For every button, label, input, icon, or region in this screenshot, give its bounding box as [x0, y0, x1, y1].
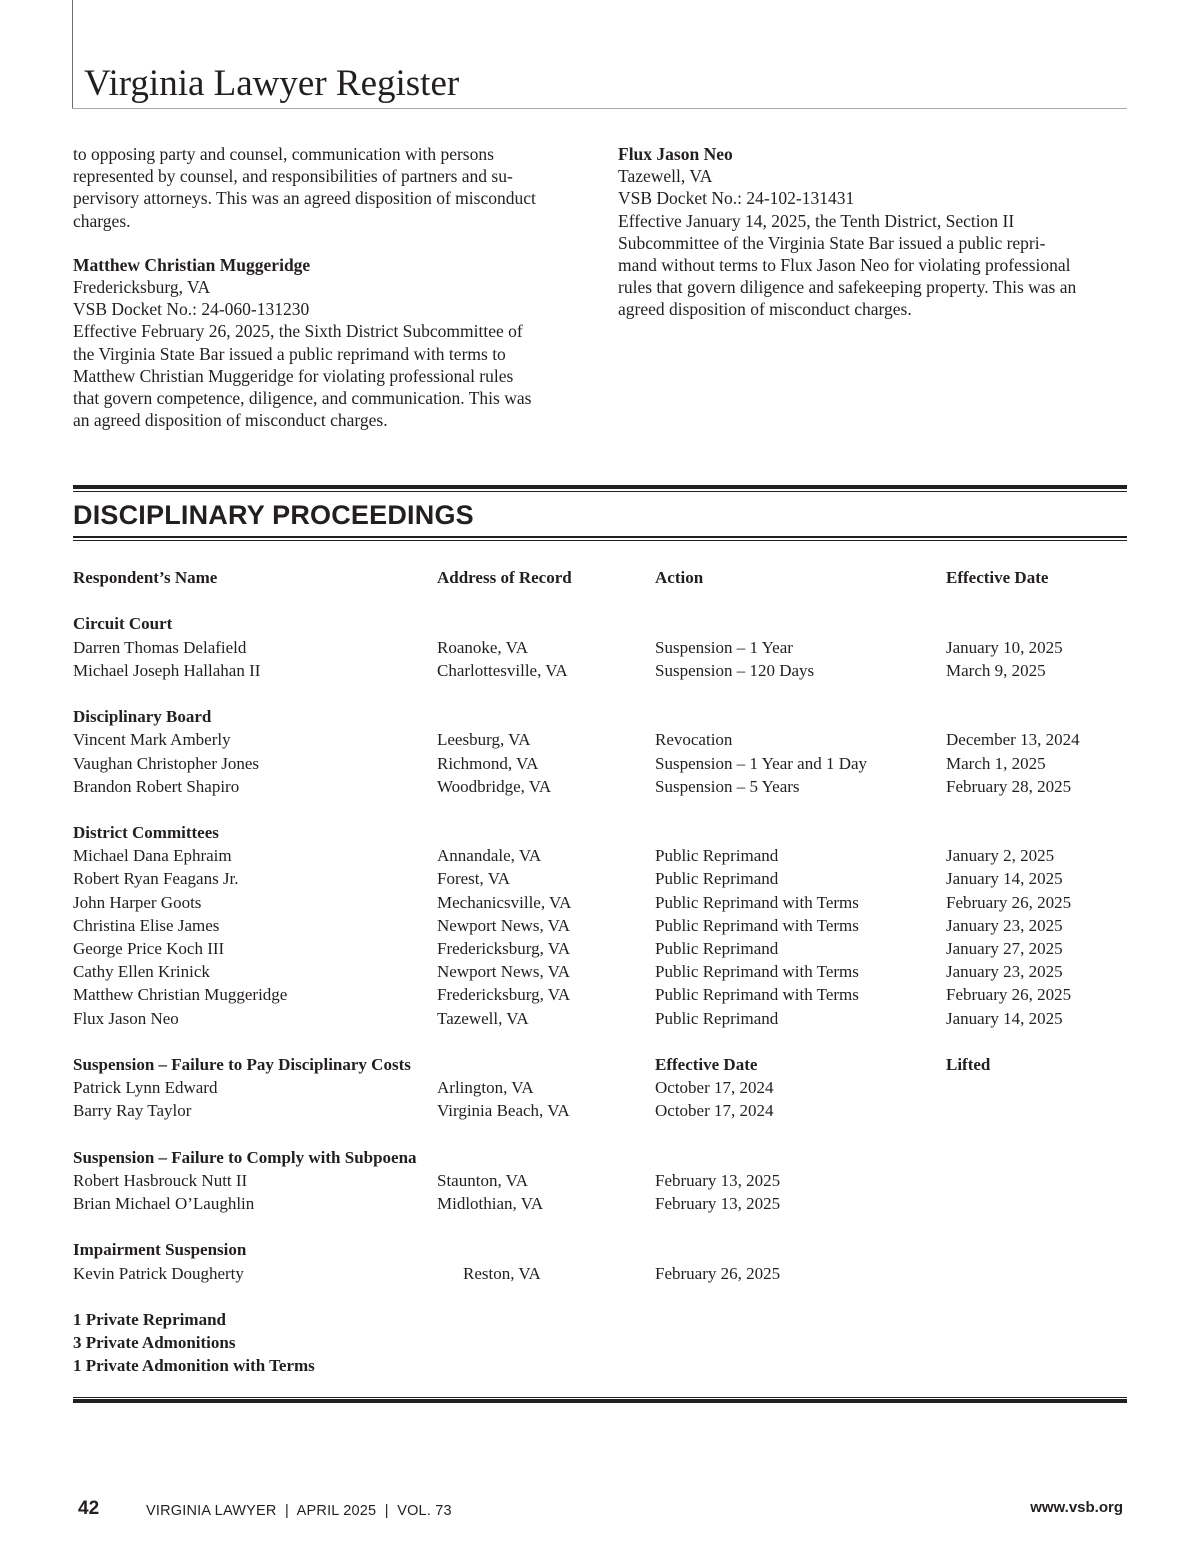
group-heading-text: District Committees [73, 823, 219, 843]
continuation-full-text [0, 0, 1, 1]
effective-date: February 28, 2025 [946, 776, 1072, 796]
publication-info: VIRGINIA LAWYER | APRIL 2025 | VOL. 73 [146, 1503, 452, 1519]
section-title: DISCIPLINARY PROCEEDINGS [73, 500, 474, 530]
respondent-name: Michael Joseph Hallahan II [73, 660, 261, 680]
action: Suspension – 120 Days [655, 660, 815, 680]
entry-docket: VSB Docket No.: 24-102-131431 [618, 188, 855, 209]
action: Public Reprimand with Terms [655, 985, 859, 1005]
address: Charlottesville, VA [437, 660, 568, 680]
table-row [73, 891, 1127, 914]
group-heading [73, 705, 1127, 728]
action: Public Reprimand [655, 846, 779, 866]
website-url[interactable]: www.vsb.org [1030, 1499, 1123, 1516]
effective-date: December 13, 2024 [946, 730, 1080, 750]
table-row [73, 1262, 1127, 1285]
effective-date: February 26, 2025 [655, 1263, 781, 1283]
action: Suspension – 1 Year and 1 Day [655, 753, 868, 773]
address: Fredericksburg, VA [437, 939, 571, 958]
entry-body-line: Subcommittee of the Virginia State Bar issued a public repri- [618, 232, 1046, 253]
address: Newport News, VA [437, 962, 571, 982]
section-rule-thin [73, 1397, 1127, 1398]
group-heading-text: Disciplinary Board [73, 707, 212, 727]
group-heading [73, 821, 1127, 844]
table-row [73, 659, 1127, 682]
effective-date: January 10, 2025 [946, 637, 1063, 657]
action: Public Reprimand [655, 939, 779, 958]
entry-body-line: Effective January 14, 2025, the Tenth District, Section II [618, 210, 1015, 231]
effective-date: January 2, 2025 [946, 846, 1055, 866]
entry-location: Tazewell, VA [618, 166, 713, 187]
continuation-line: represented by counsel, and responsibilities of partners and su- [73, 166, 513, 187]
address: Roanoke, VA [437, 637, 528, 657]
table-row [73, 728, 1127, 751]
private-action-text: 1 Private Admonition with Terms [73, 1356, 315, 1376]
respondent-name: Matthew Christian Muggeridge [73, 985, 288, 1005]
group-heading [73, 1146, 1127, 1169]
group-heading-text: Suspension – Failure to Comply with Subpoena [73, 1147, 417, 1167]
group-heading [73, 612, 1127, 635]
private-action-text: 1 Private Reprimand [73, 1310, 226, 1329]
table-row [73, 1007, 1127, 1030]
respondent-name: Robert Ryan Feagans Jr. [73, 869, 239, 889]
table-row [73, 1099, 1127, 1122]
effective-date: October 17, 2024 [655, 1078, 774, 1098]
effective-date: February 13, 2025 [655, 1170, 781, 1190]
action: Suspension – 5 Years [655, 776, 800, 796]
respondent-name: Brandon Robert Shapiro [73, 776, 240, 796]
table-row [73, 983, 1127, 1006]
respondent-name: Patrick Lynn Edward [73, 1078, 218, 1098]
action: Public Reprimand with Terms [655, 915, 859, 935]
table-row [73, 775, 1127, 798]
effective-date: February 26, 2025 [946, 892, 1072, 912]
entry-name: Matthew Christian Muggeridge [73, 254, 311, 275]
action: Suspension – 1 Year [655, 637, 793, 657]
respondent-name: John Harper Goots [73, 892, 202, 912]
group-heading [73, 1238, 1127, 1261]
address: Woodbridge, VA [437, 776, 552, 796]
header-horizontal-rule [72, 108, 1127, 109]
action: Public Reprimand with Terms [655, 962, 859, 982]
group-column-heading: Lifted [946, 1054, 991, 1074]
address: Richmond, VA [437, 753, 539, 773]
effective-date: January 23, 2025 [946, 962, 1063, 982]
entry-docket: VSB Docket No.: 24-060-131230 [73, 299, 310, 320]
entry-name: Flux Jason Neo [618, 144, 733, 164]
table-row [73, 844, 1127, 867]
effective-date: February 26, 2025 [946, 985, 1072, 1005]
respondent-name: Vaughan Christopher Jones [73, 753, 260, 773]
section-rule-thick [73, 1399, 1127, 1403]
group-heading-text: Suspension – Failure to Pay Disciplinary Costs [73, 1054, 411, 1074]
page-number: 42 [78, 1498, 100, 1519]
effective-date: March 1, 2025 [946, 753, 1046, 773]
section-rule-thick [73, 536, 1127, 538]
table-row [73, 914, 1127, 937]
table-row [73, 752, 1127, 775]
page-title: Virginia Lawyer Register [84, 63, 460, 104]
continuation-line: charges. [73, 210, 131, 231]
column-header: Address of Record [437, 568, 572, 587]
private-action-text: 3 Private Admonitions [73, 1333, 236, 1353]
effective-date: January 14, 2025 [946, 869, 1063, 889]
respondent-name: Brian Michael O’Laughlin [73, 1194, 255, 1214]
address: Annandale, VA [437, 846, 542, 866]
address: Forest, VA [437, 869, 511, 889]
table-row [73, 636, 1127, 659]
address: Leesburg, VA [437, 730, 531, 750]
proceedings-table [73, 566, 1127, 1378]
entry-body-line: rules that govern diligence and safekeeping property. This was an [618, 277, 1077, 298]
table-header-row [73, 566, 1127, 589]
group-heading-text: Impairment Suspension [73, 1240, 247, 1260]
action: Revocation [655, 730, 733, 750]
address: Arlington, VA [437, 1078, 534, 1098]
section-rule-thin [73, 491, 1127, 492]
left-column [73, 143, 593, 431]
column-header: Effective Date [946, 568, 1049, 587]
action: Public Reprimand with Terms [655, 892, 859, 912]
table-row [73, 937, 1127, 960]
respondent-name: Barry Ray Taylor [73, 1101, 192, 1121]
entry-location: Fredericksburg, VA [73, 277, 211, 298]
column-header: Action [655, 568, 704, 587]
table-row [73, 1192, 1127, 1215]
group-heading-text: Circuit Court [73, 614, 173, 634]
address: Staunton, VA [437, 1170, 529, 1190]
table-row [73, 1169, 1127, 1192]
entry-body-line: Matthew Christian Muggeridge for violating professional rules [73, 365, 514, 386]
entry-body-line: mand without terms to Flux Jason Neo for violating professional [618, 255, 1071, 276]
effective-date: January 23, 2025 [946, 915, 1063, 935]
section-rule-thin [73, 540, 1127, 541]
section-rule-thick [73, 485, 1127, 489]
private-action [73, 1354, 1127, 1377]
effective-date: January 14, 2025 [946, 1008, 1063, 1028]
address: Midlothian, VA [437, 1194, 544, 1214]
address: Mechanicsville, VA [437, 892, 572, 912]
column-header: Respondent’s Name [73, 568, 218, 587]
private-action [73, 1331, 1127, 1354]
entry-body-line: agreed disposition of misconduct charges. [618, 299, 912, 320]
respondent-name: Michael Dana Ephraim [73, 846, 232, 866]
respondent-name: Christina Elise James [73, 915, 220, 935]
effective-date: March 9, 2025 [946, 660, 1046, 680]
respondent-name: Cathy Ellen Krinick [73, 962, 210, 982]
respondent-name: Flux Jason Neo [73, 1008, 179, 1028]
action: Public Reprimand [655, 1008, 779, 1028]
private-action [73, 1308, 1127, 1331]
group-column-heading: Effective Date [655, 1054, 758, 1074]
respondent-name: Vincent Mark Amberly [73, 730, 231, 750]
respondent-name: Robert Hasbrouck Nutt II [73, 1170, 248, 1190]
effective-date: February 13, 2025 [655, 1194, 781, 1214]
group-heading [73, 1053, 1127, 1076]
table-row [73, 960, 1127, 983]
respondent-name: Kevin Patrick Dougherty [73, 1263, 244, 1283]
action: Public Reprimand [655, 869, 779, 889]
address: Newport News, VA [437, 915, 571, 935]
address: Reston, VA [463, 1263, 541, 1283]
entry-body-line: Effective February 26, 2025, the Sixth District Subcommittee of [73, 321, 523, 342]
entry-body-line: that govern competence, diligence, and communication. This was [73, 388, 532, 409]
respondent-name: George Price Koch III [73, 939, 225, 958]
effective-date: January 27, 2025 [946, 939, 1063, 958]
effective-date: October 17, 2024 [655, 1101, 774, 1121]
address: Tazewell, VA [437, 1008, 529, 1028]
entry-body-line: an agreed disposition of misconduct charges. [73, 410, 388, 431]
continuation-line: pervisory attorneys. This was an agreed disposition of misconduct [73, 188, 536, 209]
continuation-line: to opposing party and counsel, communication with persons [73, 144, 494, 164]
header-vertical-rule [72, 0, 73, 108]
address: Fredericksburg, VA [437, 985, 571, 1005]
entry-body-line: the Virginia State Bar issued a public reprimand with terms to [73, 343, 506, 364]
address: Virginia Beach, VA [437, 1101, 570, 1121]
table-row [73, 867, 1127, 890]
table-row [73, 1076, 1127, 1099]
right-column [618, 143, 1138, 321]
respondent-name: Darren Thomas Delafield [73, 637, 247, 657]
